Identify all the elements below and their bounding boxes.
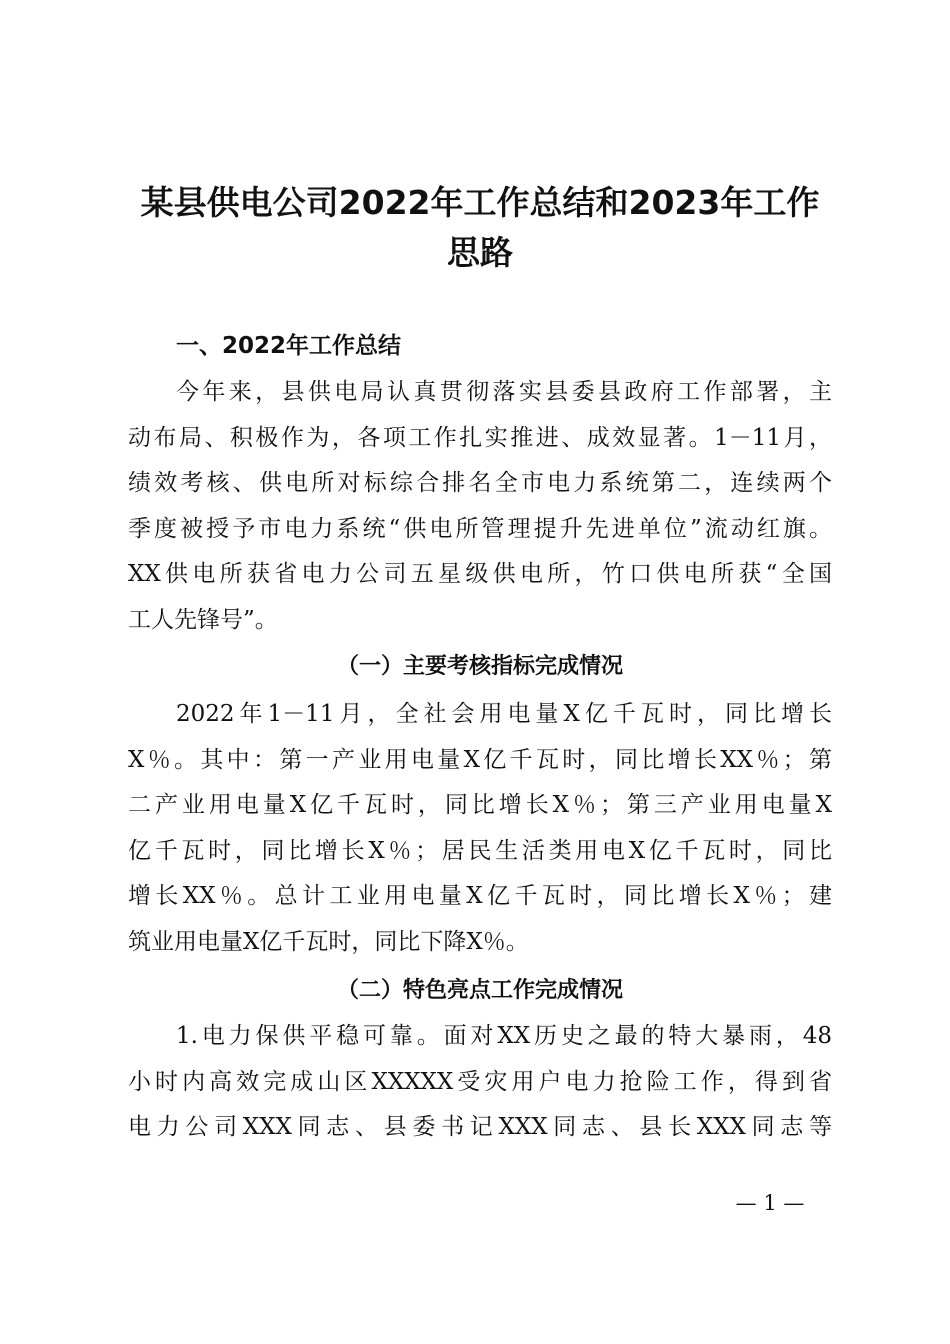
indicators-line-5: 增长XX％。总计工业用电量X亿千瓦时，同比增长X％；建 xyxy=(128,883,832,909)
title-line-1: 某县供电公司2022年工作总结和2023年工作 xyxy=(140,183,820,222)
intro-line-2: 动布局、积极作为，各项工作扎实推进、成效显著。1－11月， xyxy=(128,424,832,451)
highlights-line-1: 1.电力保供平稳可靠。面对XX历史之最的特大暴雨，48 xyxy=(176,1023,832,1049)
indicators-line-4: 亿千瓦时，同比增长X％；居民生活类用电X亿千瓦时，同比 xyxy=(128,837,832,864)
subheading-highlights: （二）特色亮点工作完成情况 xyxy=(336,977,623,1003)
intro-line-5: XX供电所获省电力公司五星级供电所，竹口供电所获“全国 xyxy=(128,561,832,587)
indicators-paragraph xyxy=(128,692,832,965)
indicators-line-3: 二产业用电量X亿千瓦时，同比增长X％；第三产业用电量X xyxy=(128,792,832,818)
highlights-line-2: 小时内高效完成山区XXXXX受灾用户电力抢险工作，得到省 xyxy=(128,1068,832,1095)
highlights-paragraph xyxy=(128,1014,832,1151)
indicators-line-2: X％。其中：第一产业用电量X亿千瓦时，同比增长XX％；第 xyxy=(128,746,832,773)
highlights-line-3: 电力公司XXX同志、县委书记XXX同志、县长XXX同志等 xyxy=(128,1114,832,1140)
title-line-2: 思路 xyxy=(447,233,513,272)
intro-paragraph xyxy=(128,370,832,643)
intro-line-4: 季度被授予市电力系统“供电所管理提升先进单位”流动红旗。 xyxy=(128,515,832,542)
indicators-line-1: 2022年1－11月，全社会用电量X亿千瓦时，同比增长 xyxy=(176,701,832,727)
intro-line-6: 工人先锋号”。 xyxy=(128,606,278,633)
document-title xyxy=(120,178,840,278)
intro-line-1: 今年来，县供电局认真贯彻落实县委县政府工作部署，主 xyxy=(176,379,832,405)
section-heading-work-summary: 一、2022年工作总结 xyxy=(176,333,402,359)
subheading-key-indicators: （一）主要考核指标完成情况 xyxy=(336,653,623,679)
indicators-line-6: 筑业用电量X亿千瓦时，同比下降X％。 xyxy=(128,928,529,955)
intro-line-3: 绩效考核、供电所对标综合排名全市电力系统第二，连续两个 xyxy=(128,470,832,496)
page-number: — 1 — xyxy=(735,1191,805,1215)
